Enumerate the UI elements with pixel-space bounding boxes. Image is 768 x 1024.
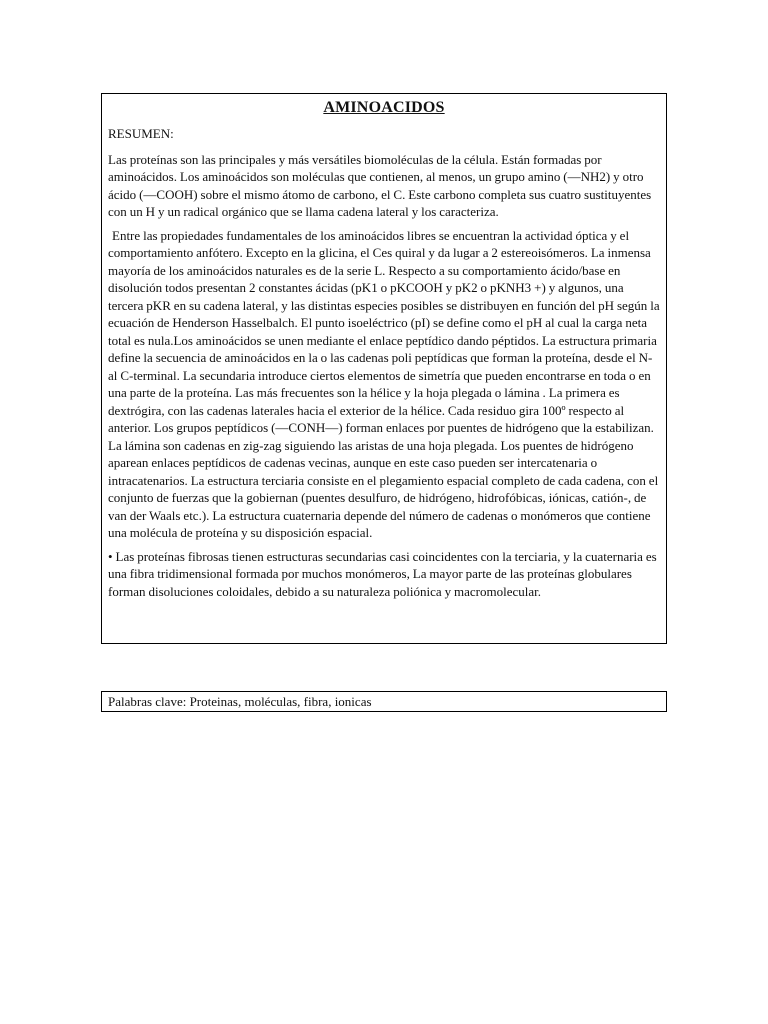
keywords-box xyxy=(101,691,667,712)
paragraph-intro: Las proteínas son las principales y más versátiles biomoléculas de la célula. Están formadas por aminoácidos. Los aminoácidos son moléculas que contienen, al menos, un grupo amino (—NH2) y otro ácido (—COOH) sobre el mismo átomo de carbono, el C. Este carbono completa sus cuatro sustituyentes con un H y un radical orgánico que se llama cadena lateral y los caracteriza. xyxy=(108,151,652,219)
summary-label: RESUMEN: xyxy=(108,126,174,141)
paragraph-fibrous-proteins: • Las proteínas fibrosas tienen estructuras secundarias casi coincidentes con la terciaria, y la cuaternaria es una fibra tridimensional formada por muchos monómeros, La mayor parte de las proteínas globulares forman disoluciones coloidales, debido a su naturaleza poliónica y macromolecular. xyxy=(108,548,657,599)
summary-box xyxy=(101,93,667,644)
keywords-text: Palabras clave: Proteinas, moléculas, fibra, ionicas xyxy=(108,694,372,709)
document-title: AMINOACIDOS xyxy=(323,99,445,116)
paragraph-properties: Entre las propiedades fundamentales de los aminoácidos libres se encuentran la actividad óptica y el comportamiento anfótero. Excepto en la glicina, el Ces quiral y da lugar a 2 estereoisómeros. La inmensa mayoría de los aminoácidos naturales es de la serie L. Respecto a su comportamiento ácido/base en disolución todos presentan 2 constantes ácidas (pK1 o pKCOOH y pK2 o pKNH3 +) y algunos, una tercera pKR en su cadena lateral, y las distintas especies posibles se distribuyen en función del pH según la ecuación de Henderson Hasselbalch. El punto isoeléctrico (pI) se define como el pH al cual la carga neta total es nula.Los aminoácidos se unen mediante el enlace peptídico dando péptidos. La estructura primaria define la secuencia de aminoácidos en la o las cadenas poli peptídicas que forman la proteína, desde el N- al C-terminal. La secundaria introduce ciertos elementos de simetría que pueden encontrarse en toda o en una parte de la proteína. Las más frecuentes son la hélice y la hoja plegada o lámina . La primera es dextrógira, con las cadenas laterales hacia el exterior de la hélice. Cada residuo gira 100º respecto al anterior. Los grupos peptídicos (—CONH—) forman enlaces por puentes de hidrógeno que la estabilizan. La lámina son cadenas en zig-zag siguiendo las aristas de una hoja plegada. Los puentes de hidrógeno aparean enlaces peptídicos de cadenas vecinas, aunque en este caso pueden ser intercatenaria o intracatenarios. La estructura terciaria consiste en el plegamiento espacial completo de cada cadena, con el conjunto de fuerzas que la gobiernan (puentes desulfuro, de hidrógeno, hidrofóbicas, iónicas, catión-, de van der Waals etc.). La estructura cuaternaria depende del número de cadenas o monómeros que contiene una molécula de proteína y su disposición espacial. xyxy=(108,227,660,540)
